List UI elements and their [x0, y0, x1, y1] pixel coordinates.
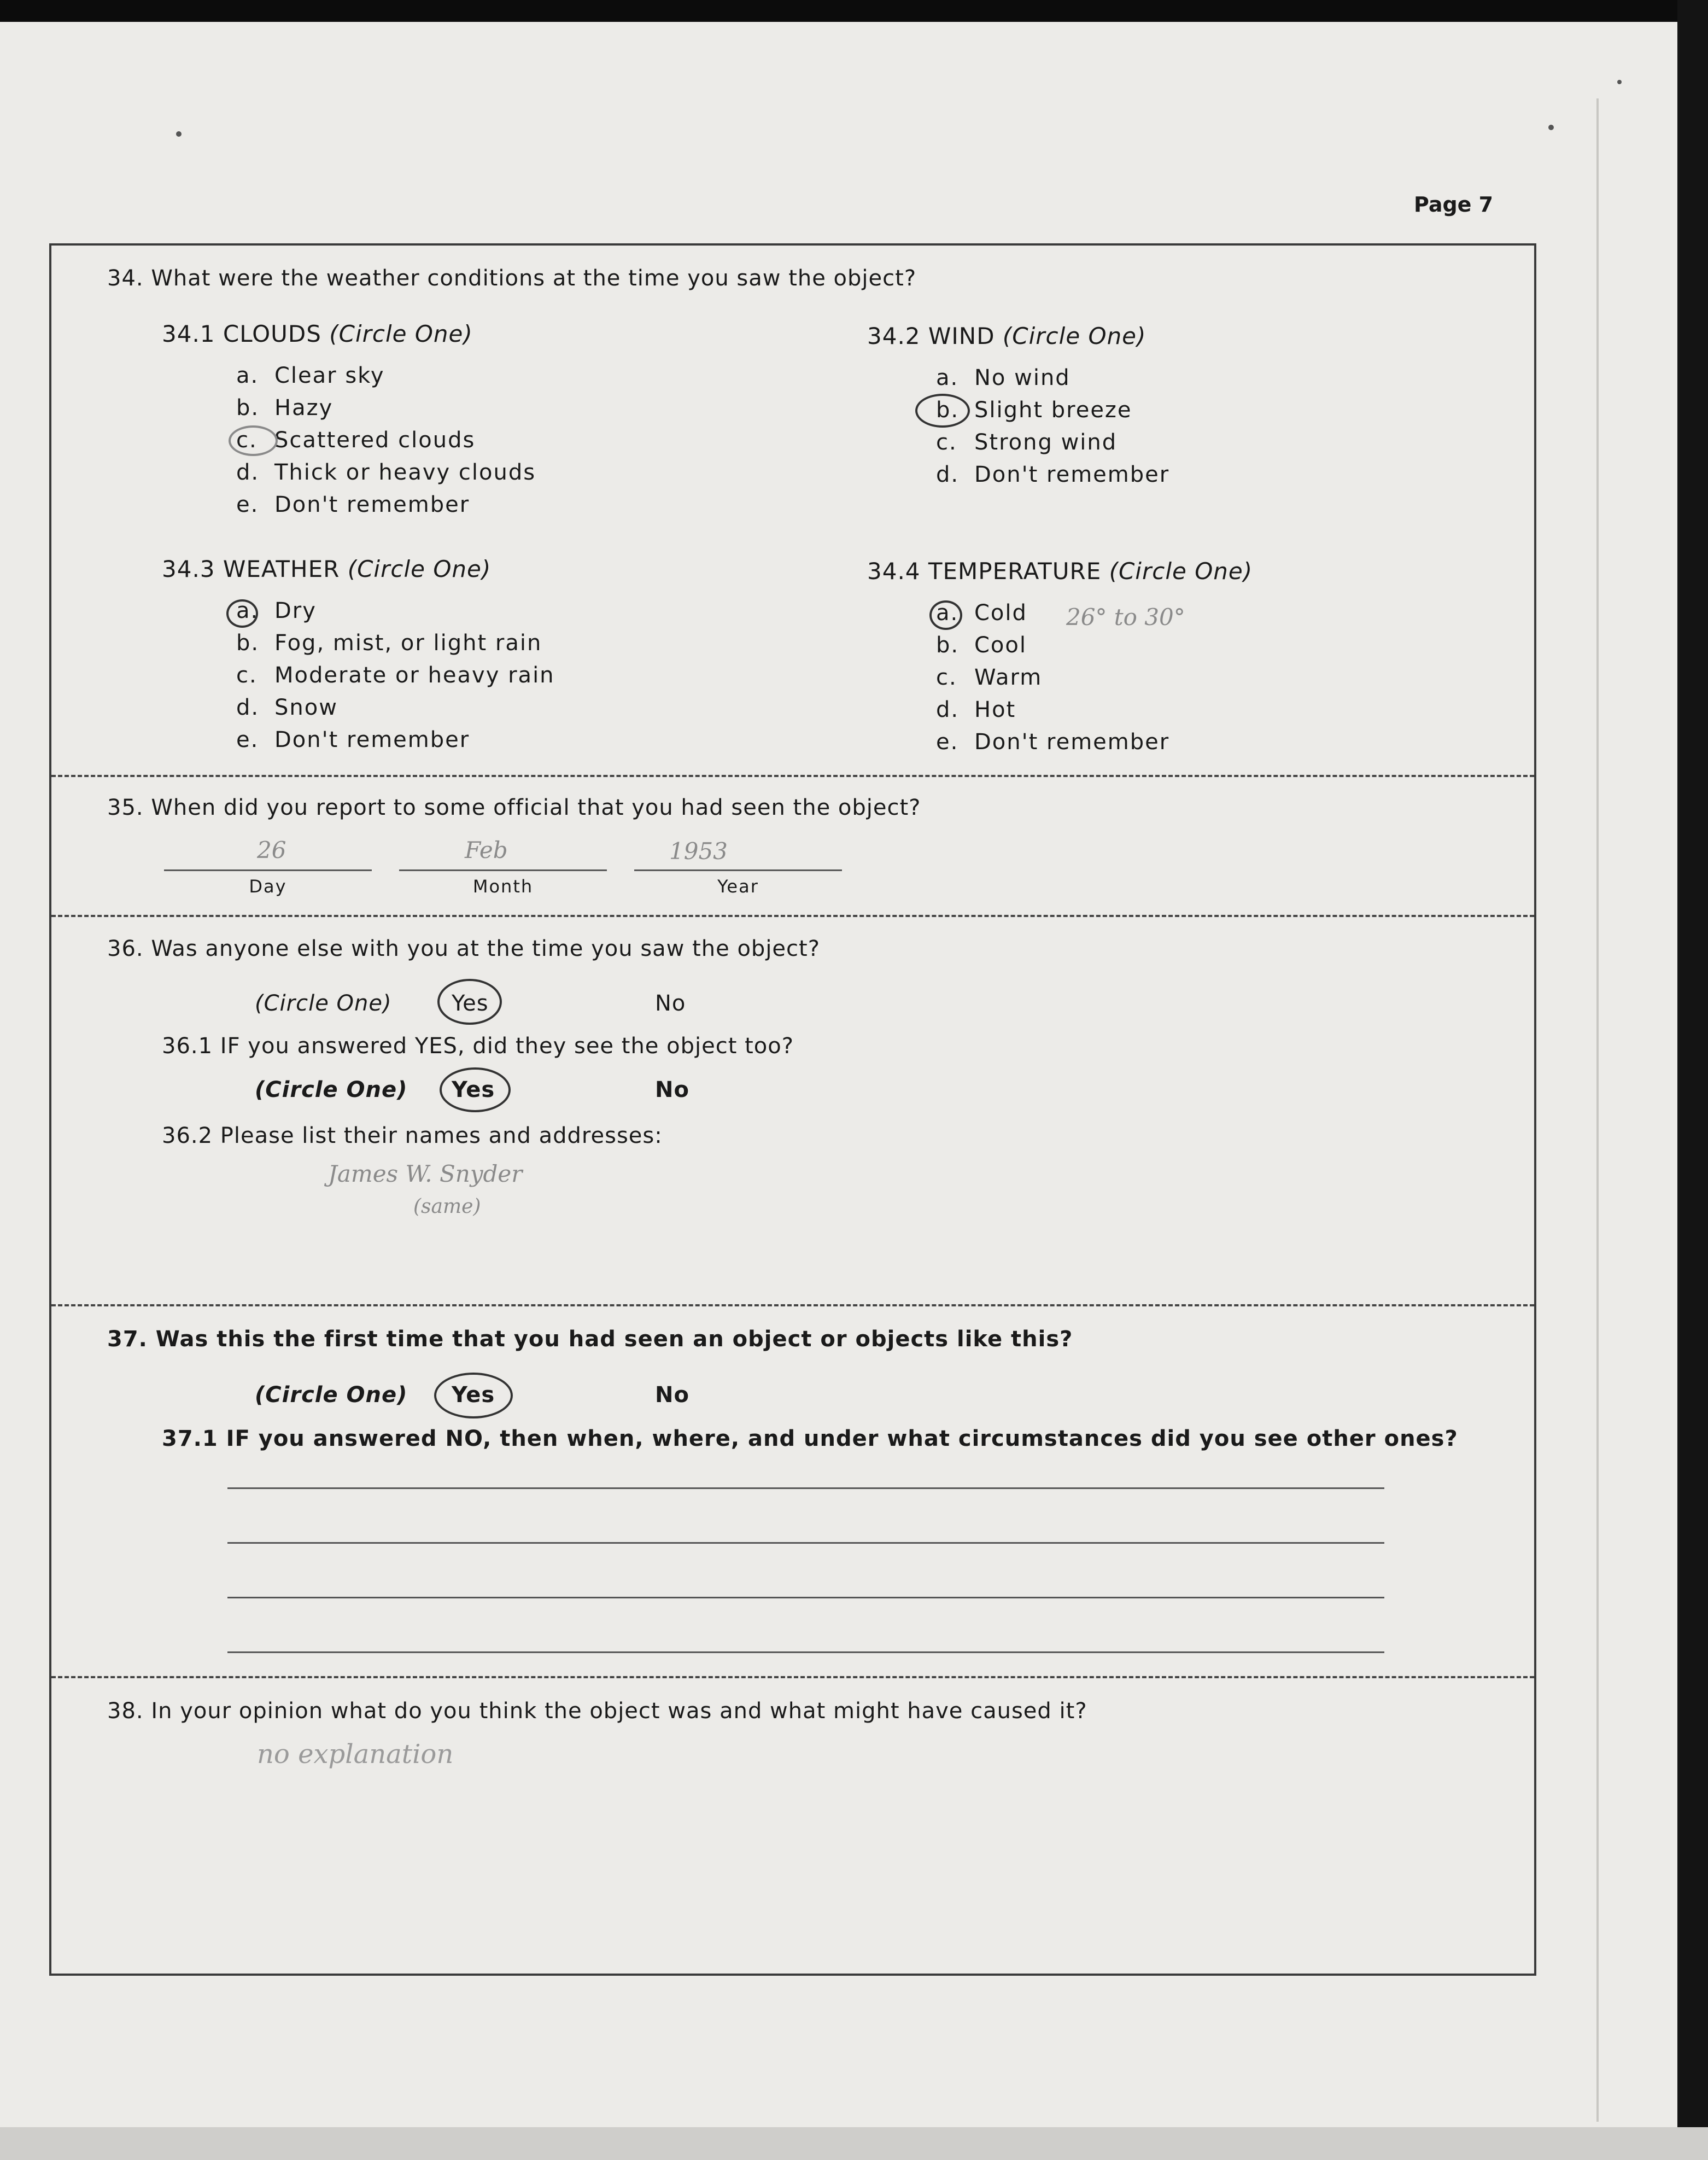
question-38: 38. In your opinion what do you think the object was and what might have caused it? — [107, 1698, 1087, 1724]
temperature-handwritten-note: 26° to 30° — [1066, 604, 1185, 631]
answer-yes-36-1[interactable]: Yes — [452, 1077, 495, 1102]
question-36-2: 36.2 Please list their names and addresses: — [162, 1123, 663, 1148]
scan-right-border — [1677, 0, 1708, 2160]
weather-option-c[interactable]: c. Moderate or heavy rain — [236, 663, 555, 688]
clouds-options — [236, 363, 536, 524]
companion-address[interactable]: (same) — [413, 1195, 481, 1218]
answer-yes-36[interactable]: Yes — [452, 991, 489, 1016]
year-caption: Year — [717, 876, 759, 897]
question-37: 37. Was this the first time that you had seen an object or objects like this? — [107, 1327, 1073, 1352]
clouds-option-e[interactable]: e. Don't remember — [236, 492, 470, 517]
report-day-value[interactable]: 26 — [257, 837, 286, 863]
clouds-option-b[interactable]: b. Hazy — [236, 395, 334, 421]
month-caption: Month — [472, 876, 534, 897]
answer-circle-temperature — [929, 600, 962, 630]
scan-speck — [1617, 80, 1622, 84]
answer-circle-weather — [226, 599, 258, 628]
weather-option-e[interactable]: e. Don't remember — [236, 727, 470, 752]
answer-circle-36 — [437, 979, 502, 1025]
section-divider — [51, 915, 1534, 917]
companion-name[interactable]: James W. Snyder — [328, 1160, 523, 1187]
report-year-value[interactable]: 1953 — [669, 838, 728, 865]
temperature-heading: 34.4 TEMPERATURE (Circle One) — [867, 558, 1253, 585]
answer-yes-37[interactable]: Yes — [452, 1382, 495, 1408]
wind-option-d[interactable]: d. Don't remember — [936, 462, 1170, 487]
question-36: 36. Was anyone else with you at the time you saw the object? — [107, 936, 820, 961]
question-37-1: 37.1 IF you answered NO, then when, where, and under what circumstances did you see other ones? — [162, 1426, 1458, 1451]
section-divider — [51, 1676, 1534, 1678]
answer-circle-clouds — [229, 425, 278, 456]
circle-one-label-36: (Circle One) — [255, 991, 392, 1016]
question-34: 34. What were the weather conditions at the time you saw the object? — [107, 266, 917, 291]
circle-one-label-36-1: (Circle One) — [255, 1077, 408, 1102]
answer-no-36-1[interactable]: No — [655, 1077, 689, 1102]
answer-line-37-1[interactable] — [227, 1651, 1384, 1653]
scan-speck — [1548, 125, 1554, 130]
temperature-option-d[interactable]: d. Hot — [936, 697, 1016, 722]
wind-options — [936, 365, 1169, 494]
section-divider — [51, 1304, 1534, 1306]
scan-speck — [176, 131, 182, 137]
weather-option-b[interactable]: b. Fog, mist, or light rain — [236, 631, 542, 656]
answer-circle-wind — [915, 394, 970, 428]
circle-one-label-37: (Circle One) — [255, 1382, 408, 1408]
question-35: 35. When did you report to some official that you had seen the object? — [107, 795, 921, 820]
weather-options — [236, 598, 555, 760]
temperature-option-a[interactable]: a. Cold — [936, 600, 1027, 626]
opinion-answer[interactable]: no explanation — [257, 1739, 454, 1770]
answer-line-37-1[interactable] — [227, 1542, 1384, 1544]
scan-top-border — [0, 0, 1708, 22]
answer-no-37[interactable]: No — [655, 1382, 689, 1408]
clouds-option-a[interactable]: a. Clear sky — [236, 363, 385, 388]
day-caption: Day — [249, 876, 287, 897]
answer-line-37-1[interactable] — [227, 1487, 1384, 1489]
page-number: Page 7 — [1414, 192, 1494, 217]
wind-option-a[interactable]: a. No wind — [936, 365, 1071, 390]
day-underline — [164, 869, 372, 871]
report-month-value[interactable]: Feb — [465, 837, 508, 863]
paper-edge-shadow — [1596, 98, 1599, 2122]
temperature-option-c[interactable]: c. Warm — [936, 665, 1043, 690]
clouds-option-c[interactable]: c. Scattered clouds — [236, 428, 476, 453]
wind-option-c[interactable]: c. Strong wind — [936, 430, 1118, 455]
weather-option-d[interactable]: d. Snow — [236, 695, 338, 720]
wind-option-b[interactable]: b. Slight breeze — [936, 398, 1132, 423]
scan-bottom-band — [0, 2127, 1708, 2160]
wind-heading: 34.2 WIND (Circle One) — [867, 323, 1147, 349]
question-36-1: 36.1 IF you answered YES, did they see the object too? — [162, 1034, 794, 1059]
clouds-heading: 34.1 CLOUDS (Circle One) — [162, 320, 473, 347]
section-divider — [51, 775, 1534, 777]
answer-circle-37 — [434, 1373, 513, 1418]
temperature-option-e[interactable]: e. Don't remember — [936, 729, 1170, 755]
weather-option-a[interactable]: a. Dry — [236, 598, 317, 623]
weather-heading: 34.3 WEATHER (Circle One) — [162, 556, 492, 582]
answer-no-36[interactable]: No — [655, 991, 686, 1016]
answer-line-37-1[interactable] — [227, 1597, 1384, 1598]
clouds-option-d[interactable]: d. Thick or heavy clouds — [236, 460, 536, 485]
month-underline — [399, 869, 607, 871]
answer-circle-36-1 — [440, 1067, 511, 1112]
year-underline — [634, 869, 842, 871]
temperature-option-b[interactable]: b. Cool — [936, 633, 1027, 658]
